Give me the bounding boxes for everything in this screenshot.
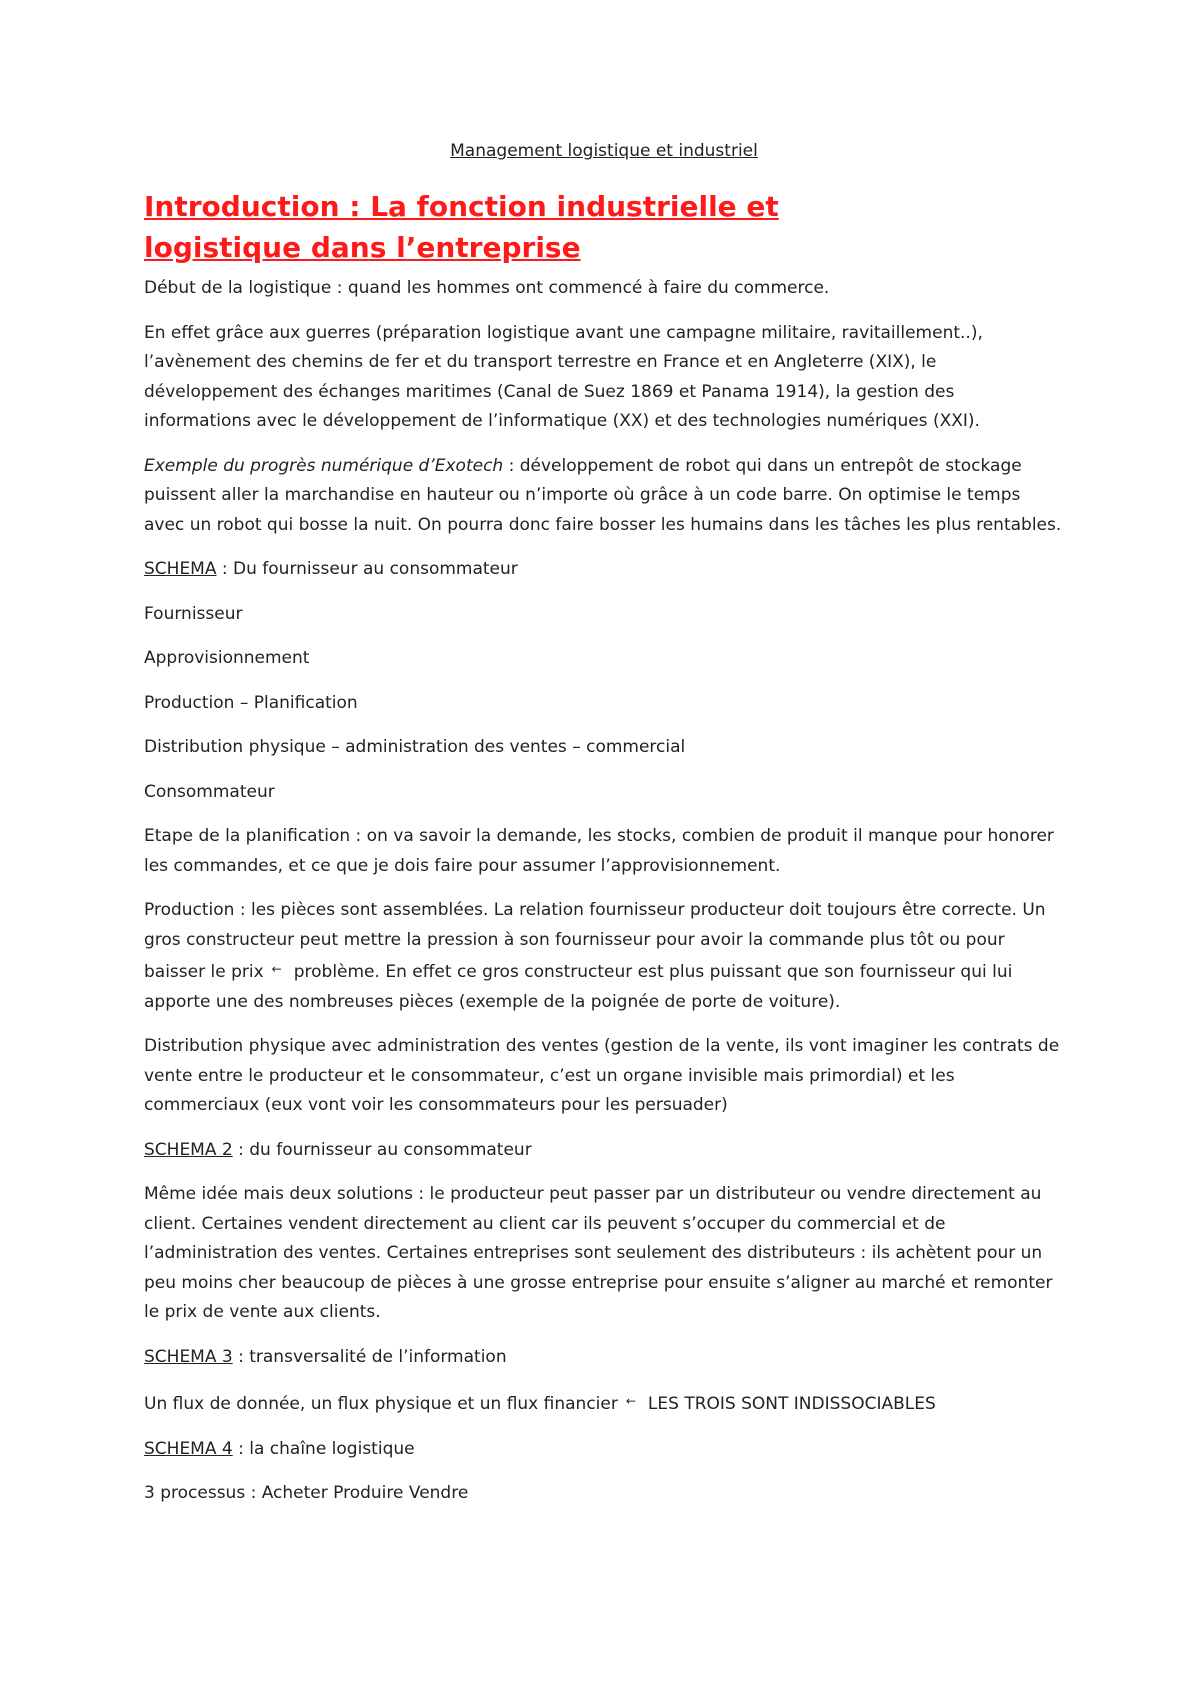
schema-1-text: : Du fournisseur au consommateur [216,559,518,579]
schema-2-line [144,1136,1064,1166]
exotech-example-label: Exemple du progrès numérique d’Exotech [144,455,504,476]
schema-2-text: : du fournisseur au consommateur [232,1139,532,1160]
production-text-a: Production : les pièces sont assemblées. La relation fournisseur producteur doit toujours être correcte. Un gros constructeur peut mettre la pression à son fournisseur pour avoir la commande plus tôt ou pour baisser le prix [144,900,1046,982]
paragraph-planification: Etape de la planification : on va savoir la demande, les stocks, combien de produit il manque pour honorer les commandes, et ce que je dois faire pour assumer l’approvisionnement. [144,826,1054,876]
paragraph-history: En effet grâce aux guerres (préparation logistique avant une campagne militaire, ravitaillement..), l’avènement des chemins de fer et du transport terrestre en France et en Angleterre (XIX), le développement des échanges maritimes (Canal de Suez 1869 et Panama 1914), la gestion des informations avec le développement de l’informatique (XX) et des technologies numériques (XXI). [144,322,983,431]
schema-2-label: SCHEMA 2 [144,1139,233,1160]
chain-item-consommateur: Consommateur [144,781,275,802]
arrow-left-icon: ← [625,1394,636,1408]
schema-4-line [144,1435,1064,1465]
paragraph-meme-idee: Même idée mais deux solutions : le producteur peut passer par un distributeur ou vendre directement au client. Certaines vendent directement au client car ils peuvent s’occuper du commercial et de l’administration des ventes. Certaines entreprises sont seulement des distributeurs : ils achètent pour un peu moins cher beaucoup de pièces à une grosse entreprise pour ensuite s’aligner au marché et remonter le prix de vente aux clients. [144,1184,1053,1322]
paragraph-distribution: Distribution physique avec administration des ventes (gestion de la vente, ils vont imaginer les contrats de vente entre le producteur et le consommateur, c’est un organe invisible mais primordial) et les commerciaux (eux vont voir les consommateurs pour les persuader) [144,1036,1060,1115]
schema-3-line [144,1343,1064,1373]
arrow-left-icon: ← [271,962,282,976]
paragraph-processus: 3 processus : Acheter Produire Vendre [144,1483,469,1503]
document-title: Management logistique et industriel [450,141,758,161]
heading-line-2: logistique dans l’entreprise [144,231,581,264]
heading-line-1: Introduction : La fonction industrielle et [144,190,779,223]
schema-4-text: : la chaîne logistique [232,1438,415,1459]
schema-1-line [144,555,1064,585]
chain-item-approvisionnement: Approvisionnement [144,648,310,668]
paragraph-production [144,896,1064,1017]
document-page [144,140,1064,1524]
exotech-example-text: : développement de robot qui dans un entrepôt de stockage puissent aller la marchandise en hauteur ou n’importe où grâce à un code barre. On optimise le temps avec un robot qui bosse la nuit. On pourra donc faire bosser les humains dans les tâches les plus rentables. [144,455,1062,535]
schema-3-text: : transversalité de l’information [232,1346,507,1367]
schema-1-label: SCHEMA [144,559,217,579]
paragraph-flux [144,1387,1064,1420]
chain-item-production: Production – Planification [144,692,358,713]
flux-text-a: Un flux de donnée, un flux physique et un flux financier [144,1394,618,1414]
chain-item-fournisseur: Fournisseur [144,603,243,624]
section-heading [144,186,1064,268]
paragraph-exotech [144,452,1064,541]
schema-3-label: SCHEMA 3 [144,1346,233,1367]
chain-item-distribution: Distribution physique – administration des ventes – commercial [144,737,686,757]
schema-4-label: SCHEMA 4 [144,1438,233,1459]
flux-text-b: LES TROIS SONT INDISSOCIABLES [647,1394,936,1414]
production-text-b: problème. En effet ce gros constructeur est plus puissant que son fournisseur qui lui apporte une des nombreuses pièces (exemple de la poignée de porte de voiture). [144,962,1013,1012]
paragraph-debut: Début de la logistique : quand les hommes ont commencé à faire du commerce. [144,278,830,298]
